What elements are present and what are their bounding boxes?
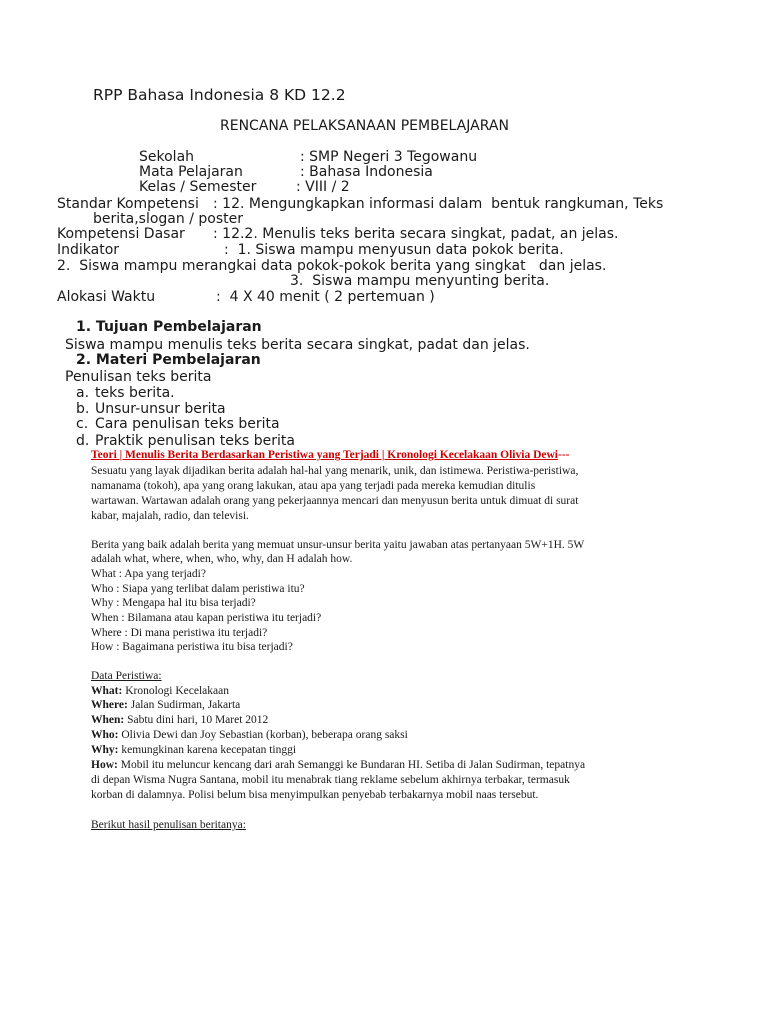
sekolah-label: Sekolah — [139, 149, 195, 165]
paragraph-2-line: Berita yang baik adalah berita yang memuat unsur-unsur berita yaitu jawaban atas pertanyaan 5W+1H. 5W — [91, 539, 585, 551]
materi-intro: Penulisan teks berita — [65, 369, 212, 385]
indikator-label: Indikator — [57, 242, 120, 258]
indikator-item-2: 2. Siswa mampu merangkai data pokok-pokok berita yang singkat dan jelas. — [57, 258, 607, 274]
indikator-item-1: : 1. Siswa mampu menyusun data pokok berita. — [224, 242, 564, 258]
question-why: Why : Mengapa hal itu bisa terjadi? — [91, 597, 256, 609]
question-what: What : Apa yang terjadi? — [91, 568, 206, 580]
list-item: teks berita. — [95, 385, 175, 401]
kelas-label: Kelas / Semester — [139, 179, 257, 195]
alokasi-waktu-label: Alokasi Waktu — [57, 289, 156, 305]
paragraph-2-line: adalah what, where, when, who, why, dan H adalah how. — [91, 553, 353, 565]
kompetensi-dasar-value: : 12.2. Menulis teks berita secara singkat, padat, an jelas. — [213, 226, 619, 242]
data-when: When: Sabtu dini hari, 10 Maret 2012 — [91, 714, 269, 726]
paragraph-1-line: kabar, majalah, radio, dan televisi. — [91, 510, 249, 522]
tujuan-text: Siswa mampu menulis teks berita secara singkat, padat dan jelas. — [65, 337, 530, 353]
materi-heading: 2. Materi Pembelajaran — [76, 352, 261, 368]
paragraph-1-line: wartawan. Wartawan adalah orang yang pekerjaannya mencari dan menyusun berita untuk dimuat di surat — [91, 495, 579, 507]
data-how-continuation: korban di dalamnya. Polisi belum bisa menyimpulkan penyebab terbakarnya mobil naas tersebut. — [91, 789, 539, 801]
list-item: Unsur-unsur berita — [95, 401, 226, 417]
teori-link-suffix: --- — [557, 449, 570, 461]
alokasi-waktu-value: : 4 X 40 menit ( 2 pertemuan ) — [216, 289, 435, 305]
mapel-value: : Bahasa Indonesia — [300, 164, 433, 180]
question-when: When : Bilamana atau kapan peristiwa itu terjadi? — [91, 612, 322, 624]
kelas-value: : VIII / 2 — [296, 179, 350, 195]
data-how: How: Mobil itu meluncur kencang dari arah Semanggi ke Bundaran HI. Setiba di Jalan Sudirman, tepatnya — [91, 759, 586, 771]
list-item-marker: b. — [76, 401, 90, 417]
question-how: How : Bagaimana peristiwa itu bisa terjadi? — [91, 641, 293, 653]
list-item: Praktik penulisan teks berita — [95, 433, 295, 449]
tujuan-heading: 1. Tujuan Pembelajaran — [76, 319, 262, 335]
indikator-item-3: 3. Siswa mampu menyunting berita. — [290, 273, 550, 289]
list-item-marker: d. — [76, 433, 90, 449]
teori-link[interactable]: Teori | Menulis Berita Berdasarkan Peristiwa yang Terjadi | Kronologi Kecelakaan Olivia Dewi — [91, 449, 558, 461]
data-peristiwa-heading: Data Peristiwa: — [91, 670, 162, 682]
data-where: Where: Jalan Sudirman, Jakarta — [91, 699, 241, 711]
paragraph-1-line: namanama (tokoh), apa yang orang lakukan, atau apa yang terjadi pada mereka kemudian ditulis — [91, 480, 536, 492]
standar-kompetensi-value: : 12. Mengungkapkan informasi dalam bentuk rangkuman, Teks — [213, 196, 664, 212]
list-item-marker: a. — [76, 385, 90, 401]
question-who: Who : Siapa yang terlibat dalam peristiwa itu? — [91, 583, 305, 595]
question-where: Where : Di mana peristiwa itu terjadi? — [91, 627, 268, 639]
data-how-continuation: di depan Wisma Nugra Santana, mobil itu menabrak tiang reklame sebelum akhirnya terbakar, termasuk — [91, 774, 570, 786]
closing-line: Berikut hasil penulisan beritanya: — [91, 819, 246, 831]
mapel-label: Mata Pelajaran — [139, 164, 243, 180]
data-why: Why: kemungkinan karena kecepatan tinggi — [91, 744, 297, 756]
document-title: RPP Bahasa Indonesia 8 KD 12.2 — [93, 86, 346, 104]
data-who: Who: Olivia Dewi dan Joy Sebastian (korban), beberapa orang saksi — [91, 729, 408, 741]
data-what: What: Kronologi Kecelakaan — [91, 685, 229, 697]
standar-kompetensi-label: Standar Kompetensi — [57, 196, 199, 212]
paragraph-1-line: Sesuatu yang layak dijadikan berita adalah hal-hal yang menarik, unik, dan istimewa. Peristiwa-peristiwa, — [91, 465, 579, 477]
kompetensi-dasar-label: Kompetensi Dasar — [57, 226, 185, 242]
list-item-marker: c. — [76, 416, 89, 432]
list-item: Cara penulisan teks berita — [95, 416, 280, 432]
document-subtitle: RENCANA PELAKSANAAN PEMBELAJARAN — [220, 118, 509, 134]
sekolah-value: : SMP Negeri 3 Tegowanu — [300, 149, 478, 165]
standar-kompetensi-continuation: berita,slogan / poster — [93, 211, 243, 227]
teori-link-line — [91, 450, 569, 462]
